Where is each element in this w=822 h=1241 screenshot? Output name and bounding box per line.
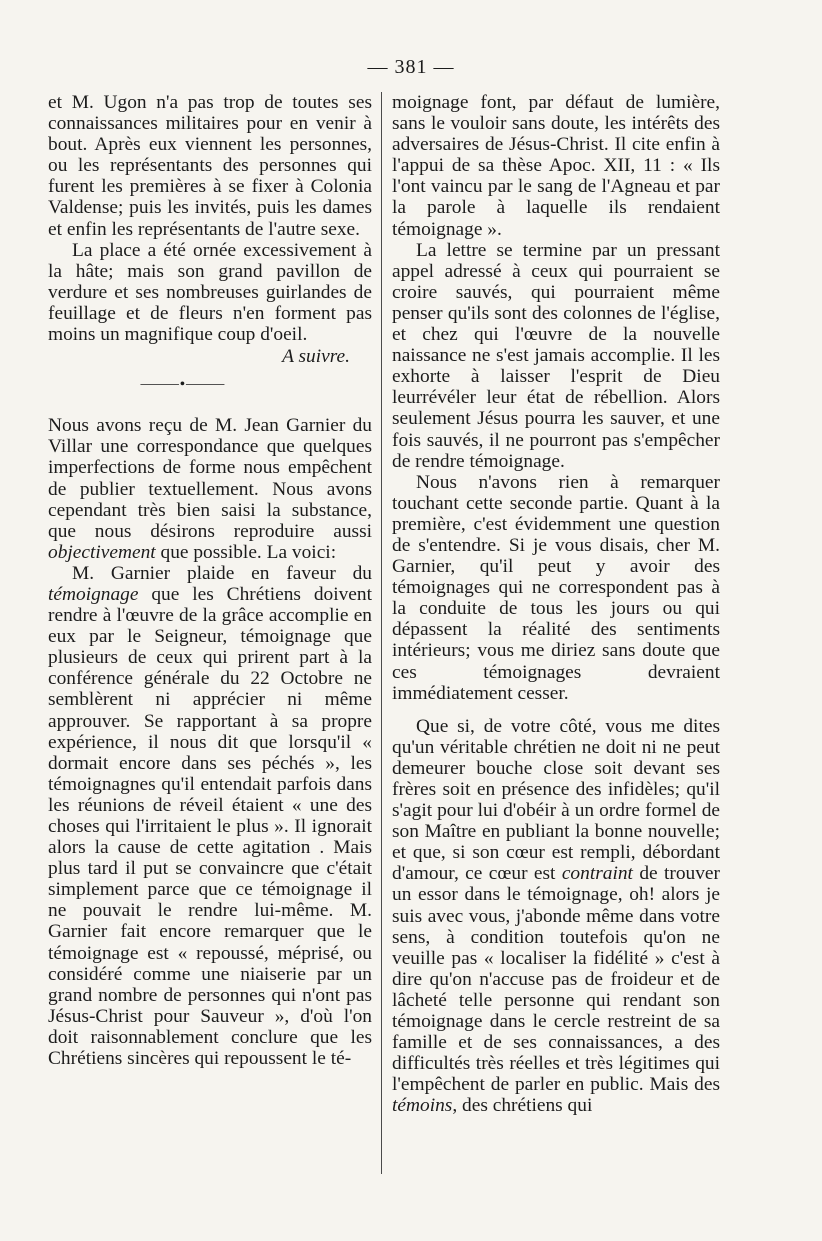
paragraph: La place a été ornée excessivement à la hâte; mais son grand pavillon de verdure et ses nombreuses guirlandes de feuillage et de fleurs n'en forment pas moins un magnifique coup d'oeil. — [48, 239, 372, 346]
text-run: Que si, de votre côté, vous me dites qu'un véritable chrétien ne doit ni ne peut demeurer bouche close soit devant ses frères soit en présence des infidèles; qu'il s'agit pour lui d'obéir à un ordre formel de son Maître en publiant la bonne nouvelle; et que, si son cœur est rempli, débordant d'amour, ce cœur est — [392, 715, 720, 885]
column-divider — [381, 92, 382, 1174]
emphasis: témoins — [392, 1095, 453, 1117]
emphasis: objectivement — [48, 541, 156, 563]
paragraph: et M. Ugon n'a pas trop de toutes ses connaissances militaires pour en venir à bout. Après eux viennent les personnes, ou les représentants des personnes qui furent les premières à se fixer à Colonia Valdense; puis les invités, puis les dames et enfin les représentants de l'autre sexe. — [48, 92, 372, 240]
text-run: que possible. La voici: — [155, 541, 337, 563]
paragraph — [48, 563, 372, 1069]
text-run: , des chrétiens qui — [452, 1095, 593, 1117]
paragraph — [48, 415, 372, 563]
emphasis: contraint — [561, 863, 633, 885]
paragraph: La lettre se termine par un pressant appel adressé à ceux qui pourraient se croire sauvés, qui pourraient même penser qu'ils sont des colonnes de l'église, et chez qui l'œuvre de la nouvelle naissance ne s'est jamais accomplie. Il les exhorte à laisser l'esprit de Dieu leurrévéler leur état de rébellion. Alors seulement Jésus pourra les sauver, et une fois sauvés, il ne pourront pas s'empêcher de rendre témoignage. — [392, 239, 720, 472]
page-number: — 381 — — [367, 56, 455, 78]
text-run: que les Chrétiens doivent rendre à l'œuvre de la grâce accomplie en eux par le Seigneur, témoignage que plusieurs de ceux qui prirent part à la conférence générale du 22 Octobre ne semblèrent ni apprécier ni même approuver. Se rapportant à sa propre expérience, il nous dit que lorsqu'il « dormait encore dans ses péchés », les témoignagnes qu'il entendait parfois dans les réunions de réveil étaient « une des choses qui l'irritaient le plus ». Il ignorait alors la cause de cette agitation . Mais plus tard il put se convaincre que c'était simplement parce que ce témoignage il ne pouvait le rendre lui-même. M. Garnier fait encore remarquer que le témoignage est « repoussé, méprisé, ou considéré comme une niaiserie par un grand nombre de personnes qui n'ont pas Jésus-Christ pour Sauveur », d'où l'on doit raisonnablement conclure que les Chrétiens sincères qui repoussent le té- — [48, 583, 372, 1070]
left-column — [48, 92, 372, 1069]
text-run: M. Garnier plaide en faveur du — [72, 562, 372, 584]
paragraph: moignage font, par défaut de lumière, sans le vouloir sans doute, les intérêts des adversaires de Jésus-Christ. Il cite enfin à l'appui de sa thèse Apoc. XII, 11 : « Ils l'ont vaincu par le sang de l'Agneau et par la parole à laquelle ils rendaient témoignage ». — [392, 92, 720, 240]
ornament-divider: ⸻•⸻ — [139, 376, 226, 394]
signature: A suivre. — [282, 346, 350, 368]
text-run: de trouver un essor dans le témoignage, oh! alors je suis avec vous, j'abonde même dans votre sens, à condition toutefois qu'on ne veuille pas « localiser la fidélité » c'est à dire qu'on n'accuse pas de froideur et de lâcheté telle personne qui rendant son témoignage dans le cercle restreint de sa famille et de ses connaissances, a des difficultés très réelles et très légitimes qui l'empêchent de parler en public. Mais des — [392, 863, 720, 1096]
right-column — [392, 92, 720, 1117]
paragraph: Nous n'avons rien à remarquer touchant cette seconde partie. Quant à la première, c'est évidemment une question de s'entendre. Si je vous disais, cher M. Garnier, qu'il peut y avoir des témoignages qui ne correspondent pas à la conduite de tous les jours ou qui dépassent la réalité des sentiments intérieurs; vous me diriez sans doute que ces témoignages devraient immédiatement cesser. — [392, 471, 720, 704]
text-run: Nous avons reçu de M. Jean Garnier du Villar une correspondance que quelques imperfections de forme nous empêchent de publier textuellement. Nous avons cependant très bien saisi la substance, que nous désirons reproduire aussi — [48, 415, 372, 542]
paragraph — [392, 716, 720, 1117]
emphasis: témoignage — [48, 583, 139, 605]
